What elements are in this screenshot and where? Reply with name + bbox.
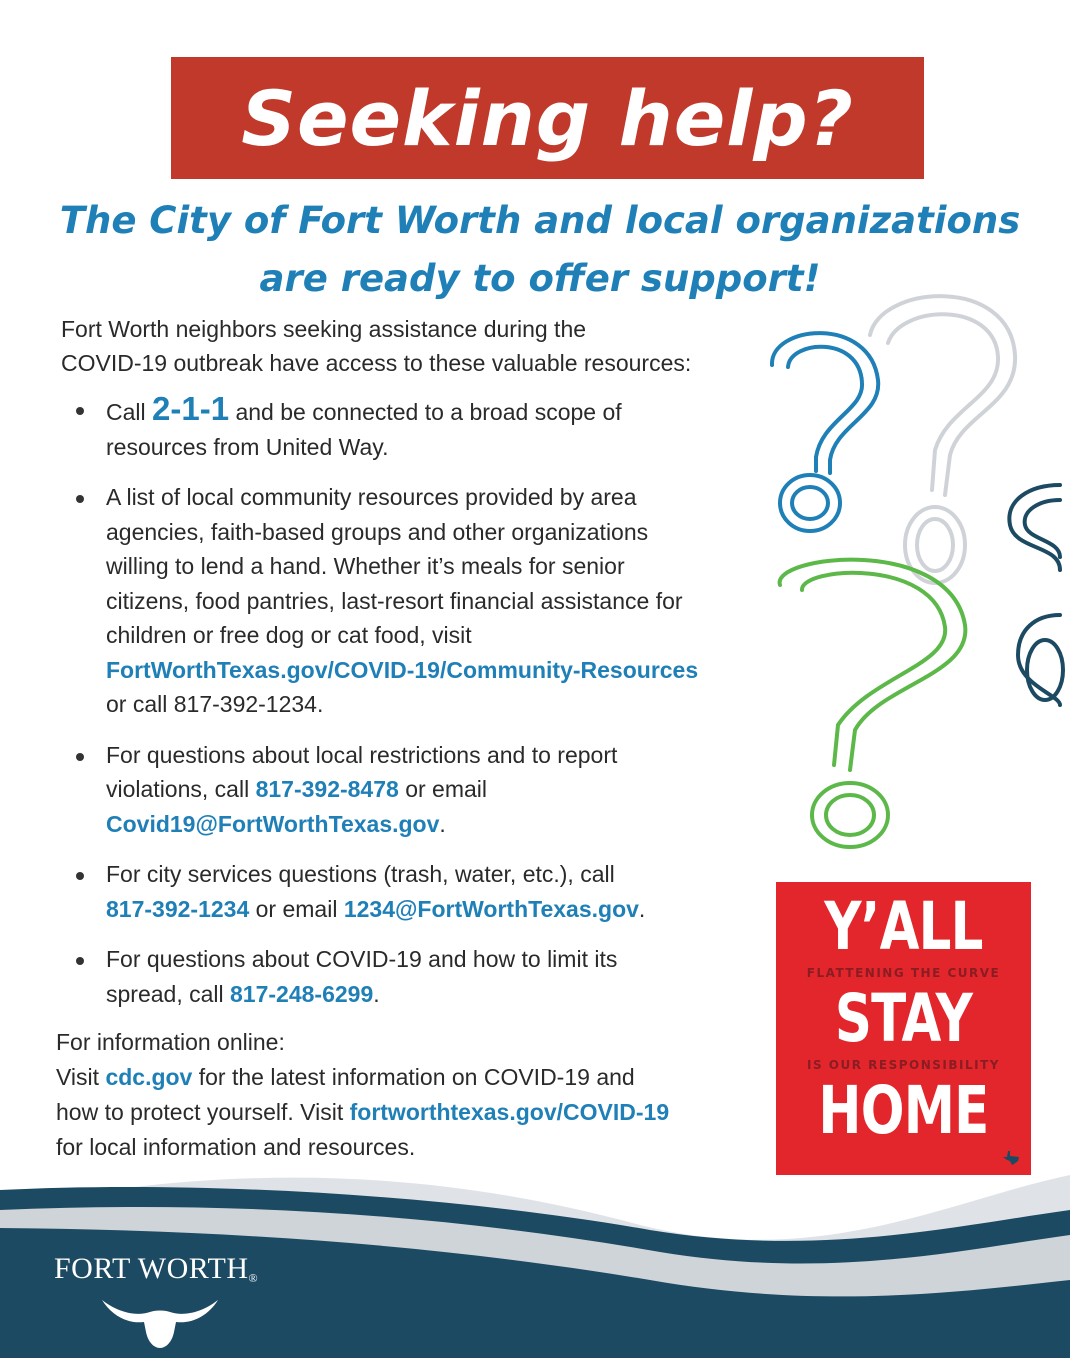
- text: or email: [398, 776, 488, 802]
- bullet-line: [106, 892, 762, 927]
- bullet-line: [106, 977, 762, 1012]
- online-line: For information online:: [56, 1029, 285, 1055]
- text: and be connected to a broad scope of: [229, 399, 622, 425]
- sign-word: STAY: [834, 980, 973, 1057]
- yall-stay-home-sign: [776, 882, 1031, 1175]
- text: .: [373, 980, 380, 1007]
- sign-word: Y’ALL: [824, 888, 983, 965]
- text: or email: [249, 895, 344, 922]
- bullet-line: or call 817-392-1234.: [106, 691, 324, 717]
- bullet-line: For questions about local restrictions and to report: [106, 741, 618, 768]
- banner-title: Seeking help?: [241, 73, 854, 163]
- fort-worth-logo: [54, 1252, 264, 1352]
- subheading-line: The City of Fort Worth and local organizations: [59, 199, 1021, 242]
- online-line: [56, 1060, 776, 1095]
- text: spread, call: [106, 980, 231, 1007]
- intro-text: [61, 312, 761, 380]
- bullet-line: A list of local community resources provided by area: [106, 484, 637, 510]
- sign-word: HOME: [818, 1072, 989, 1149]
- text: how to protect yourself. Visit: [56, 1099, 350, 1125]
- list-item: [72, 738, 762, 842]
- fort-worth-covid-link[interactable]: fortworthtexas.gov/COVID-19: [349, 1099, 670, 1125]
- text: .: [638, 895, 646, 922]
- text: .: [439, 810, 446, 837]
- intro-line: Fort Worth neighbors seeking assistance during the: [61, 316, 587, 342]
- bullet-line: children or free dog or cat food, visit: [106, 622, 472, 648]
- cdc-link[interactable]: cdc.gov: [105, 1064, 193, 1090]
- bullet-line: citizens, food pantries, last-resort financial assistance for: [106, 587, 683, 614]
- logo-name: FORT WORTH: [54, 1252, 249, 1285]
- list-item: [72, 857, 762, 926]
- bullet-line: willing to lend a hand. Whether it’s meals for senior: [106, 553, 625, 579]
- phone-211[interactable]: 2-1-1: [152, 390, 230, 427]
- online-info: [56, 1025, 776, 1165]
- list-item: [72, 480, 762, 722]
- intro-line: COVID-19 outbreak have access to these valuable resources:: [61, 350, 692, 376]
- online-line: for local information and resources.: [56, 1134, 416, 1160]
- title-banner: [171, 57, 924, 179]
- bullet-line: [106, 772, 762, 807]
- list-item: [72, 942, 762, 1011]
- covid-phone-link[interactable]: 817-248-6299: [230, 980, 374, 1007]
- resource-list: [72, 392, 762, 1027]
- text: for the latest information on COVID-19 and: [192, 1064, 635, 1090]
- bullet-line: For questions about COVID-19 and how to limit its: [106, 946, 618, 972]
- longhorn-icon: [100, 1292, 220, 1350]
- community-resources-link[interactable]: FortWorthTexas.gov/COVID-19/Community-Resources: [106, 656, 699, 683]
- text: Call: [106, 399, 153, 425]
- online-line: [56, 1095, 776, 1130]
- logo-text: [54, 1252, 258, 1286]
- bullet-line: agencies, faith-based groups and other organizations: [106, 518, 649, 545]
- covid-email-link[interactable]: Covid19@FortWorthTexas.gov: [106, 810, 440, 837]
- bullet-line: [106, 807, 762, 842]
- city-services-phone-link[interactable]: 817-392-1234: [106, 895, 250, 922]
- bullet-line: [106, 392, 762, 430]
- bullet-line: resources from United Way.: [106, 433, 389, 460]
- bullet-line: For city services questions (trash, water, etc.), call: [106, 861, 615, 887]
- sign-tagline: IS OUR RESPONSIBILITY: [807, 1058, 1000, 1072]
- text: violations, call: [106, 776, 256, 802]
- registered-mark: ®: [248, 1271, 259, 1285]
- city-services-email-link[interactable]: 1234@FortWorthTexas.gov: [343, 895, 639, 922]
- restrictions-phone-link[interactable]: 817-392-8478: [255, 776, 399, 802]
- text: Visit: [56, 1064, 106, 1090]
- list-item: [72, 392, 762, 464]
- sign-tagline: FLATTENING THE CURVE: [806, 966, 1001, 980]
- texas-icon: [1003, 1151, 1019, 1165]
- subheading-line: are ready to offer support!: [259, 257, 821, 300]
- question-mark-graphic: [760, 285, 1070, 855]
